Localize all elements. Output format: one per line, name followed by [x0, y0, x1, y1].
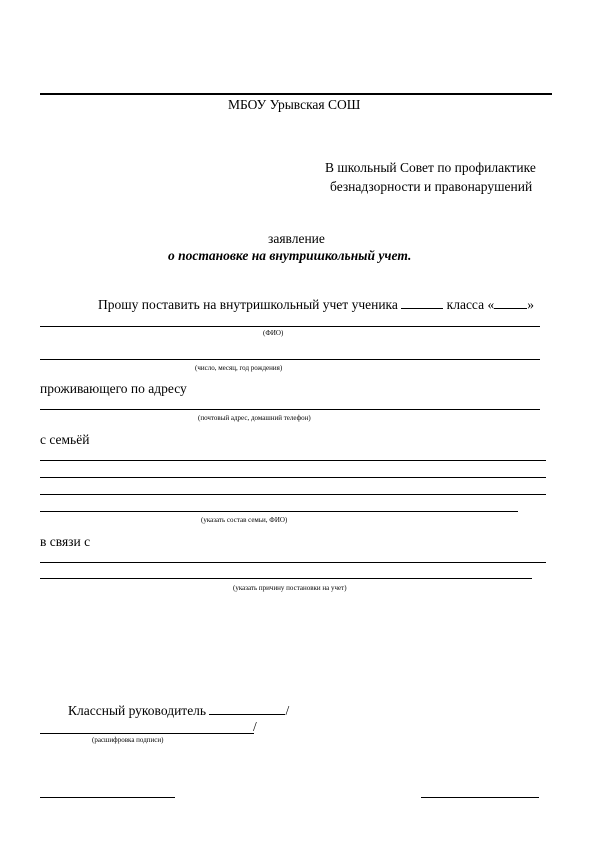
role-label: Классный руководитель	[68, 703, 207, 718]
date-line[interactable]	[40, 797, 175, 798]
caption-decoding: (расшифровка подписи)	[92, 736, 164, 744]
applicant-signature-line[interactable]	[421, 797, 539, 798]
document-type: заявление	[268, 231, 325, 246]
signature-line	[68, 703, 289, 718]
family-line-2[interactable]	[40, 477, 546, 478]
request-line	[98, 297, 534, 312]
family-line-4[interactable]	[40, 511, 518, 512]
residing-label: проживающего по адресу	[40, 381, 187, 396]
addressee-line-1: В школьный Совет по профилактике	[325, 160, 536, 175]
address-line[interactable]	[40, 409, 540, 410]
decoding-line[interactable]	[40, 733, 254, 734]
class-close: »	[527, 297, 534, 312]
caption-family: (указать состав семьи, ФИО)	[201, 516, 288, 524]
reason-line-1[interactable]	[40, 562, 546, 563]
caption-reason: (указать причину постановки на учет)	[233, 584, 347, 592]
request-text: Прошу поставить на внутришкольный учет ученика	[98, 297, 398, 312]
fio-line[interactable]	[40, 326, 540, 327]
school-name: МБОУ Урывская СОШ	[228, 97, 361, 112]
family-label: с семьёй	[40, 432, 90, 447]
top-rule	[40, 93, 552, 95]
caption-address: (почтовый адрес, домашний телефон)	[198, 414, 311, 422]
class-blank[interactable]	[494, 297, 527, 309]
signature-blank[interactable]	[209, 703, 285, 715]
reason-label: в связи с	[40, 534, 91, 549]
document-subject: о постановке на внутришкольный учет.	[168, 248, 412, 263]
student-blank[interactable]	[401, 297, 443, 309]
addressee-line-2: безнадзорности и правонарушений	[330, 179, 533, 194]
reason-line-2[interactable]	[40, 578, 532, 579]
caption-birth: (число, месяц, год рождения)	[195, 364, 283, 372]
family-line-1[interactable]	[40, 460, 546, 461]
caption-fio: (ФИО)	[263, 329, 284, 337]
family-line-3[interactable]	[40, 494, 546, 495]
class-label: класса «	[446, 297, 495, 312]
birth-date-line[interactable]	[40, 359, 540, 360]
decoding-slash: /	[253, 719, 257, 734]
signature-slash: /	[285, 703, 290, 718]
